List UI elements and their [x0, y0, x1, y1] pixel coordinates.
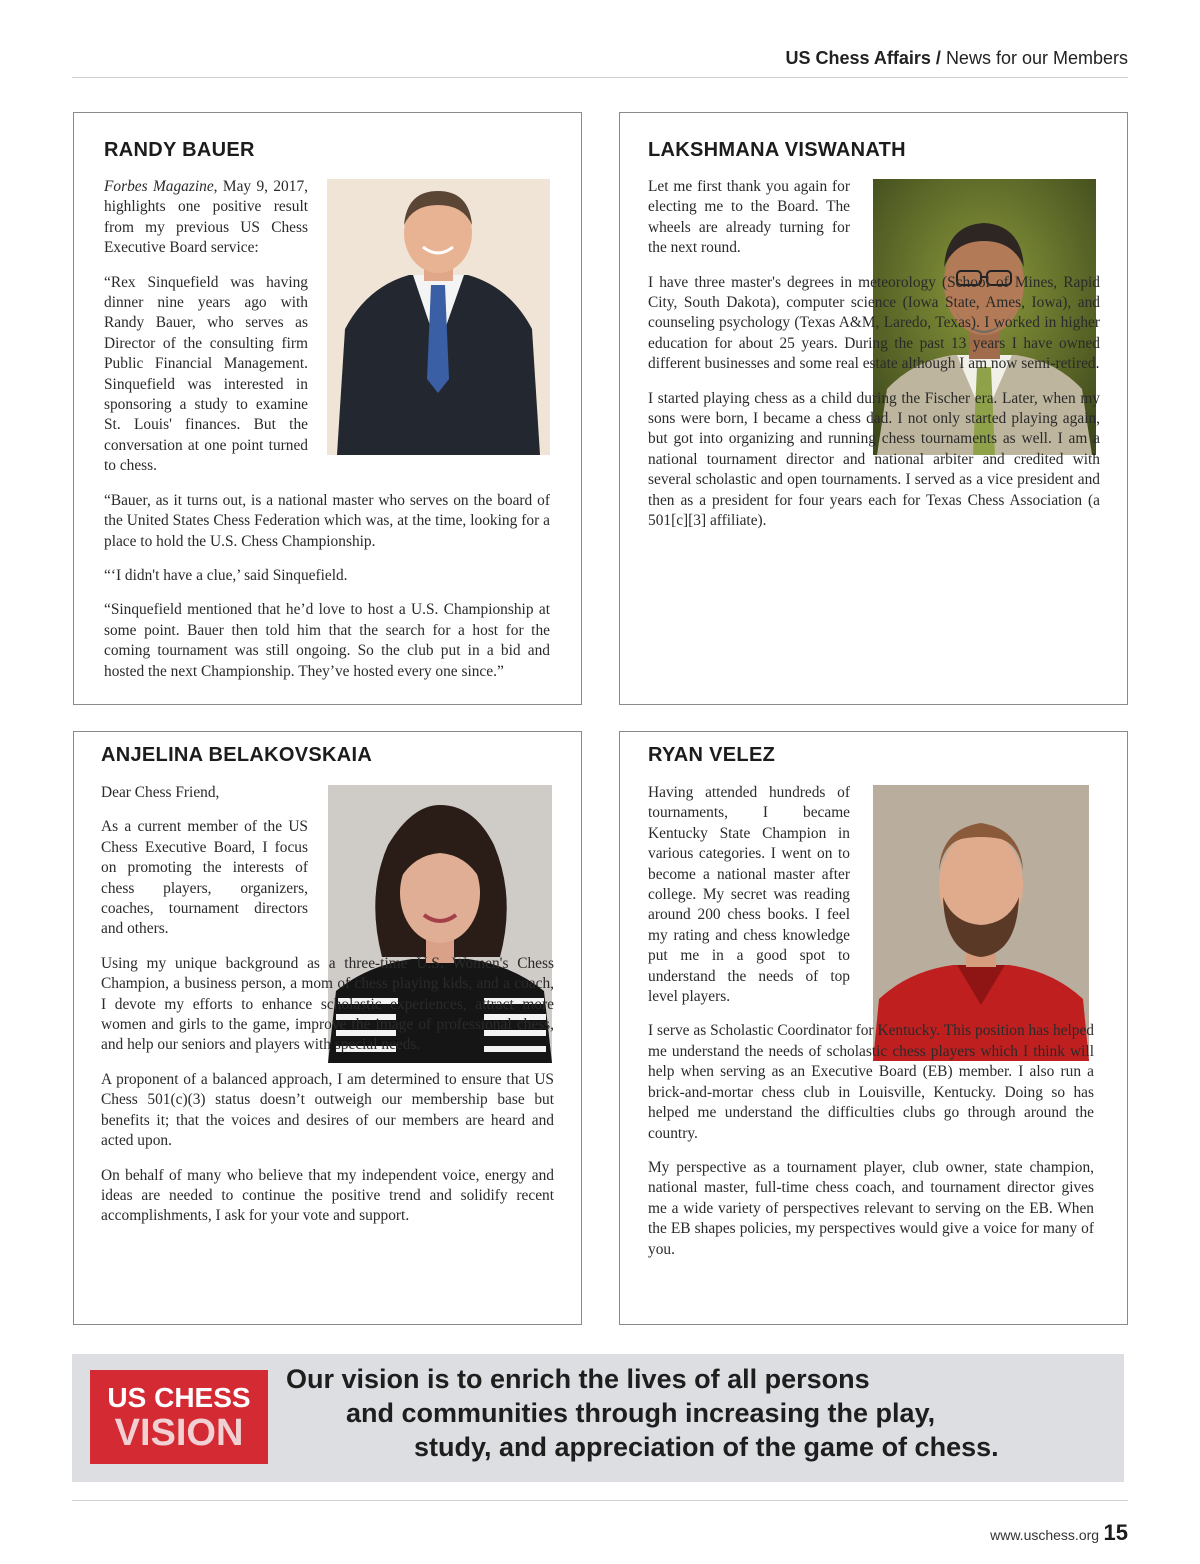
candidate-statement — [648, 177, 1100, 546]
statement-paragraph: I started playing chess as a child during the Fischer era. Later, when my sons were born, I became a chess dad. I not only started playing again, but got into organizing and running chess tournaments as well. I am a national tournament director and national arbiter and credited with several scholastic and open tournaments. I served as a vice president and then as a president for four years each for Texas Chess Association (a 501[c][3] affiliate). — [648, 389, 1100, 530]
statement-paragraph: As a current member of the US Chess Executive Board, I focus on promoting the interests of chess players, organizers, coaches, tournament directors and others. — [101, 818, 308, 938]
candidate-statement — [101, 783, 554, 1241]
statement-paragraph: “Sinquefield mentioned that he’d love to host a U.S. Championship at some point. Bauer then told him that the search for a host for the coming tournament was still ongoing. So the club put in a bid and hosted the next Championship. They’ve hosted every one since.” — [104, 601, 550, 680]
section-subtitle: News for our Members — [945, 48, 1128, 68]
page-footer — [990, 1520, 1128, 1546]
candidate-name: RYAN VELEZ — [648, 744, 776, 766]
statement-paragraph: “Rex Sinquefield was having dinner nine years ago with Randy Bauer, who serves as Director of the consulting firm Public Financial Management. Sinquefield was interested in sponsoring a study to examine St. Louis' finances. But the conversation at one point turned to chess. — [104, 273, 308, 475]
candidate-card-velez — [619, 731, 1128, 1325]
statement-paragraph: Using my unique background as a three-time U.S. Women's Chess Champion, a business person, a mom of chess playing kids, and a coach, I devote my efforts to enhance scholastic experiences, attract more women and girls to the game, improve the image of professional chess, and help our seniors and players with special needs. — [101, 954, 554, 1054]
candidate-statement — [104, 177, 550, 696]
candidate-card-viswanath — [619, 112, 1128, 705]
candidate-card-bauer — [73, 112, 582, 705]
statement-paragraph: I have three master's degrees in meteorology (School of Mines, Rapid City, South Dakota), computer science (Iowa State, Ames, Iowa), and counseling psychology (Texas A&M, Laredo, Texas). I worked in higher education for about 25 years. During the past 13 years I have owned different businesses and some real estate although I am now semi-retired. — [648, 273, 1100, 373]
logo-line-1: US CHESS — [107, 1382, 251, 1413]
candidate-name: RANDY BAUER — [104, 139, 255, 161]
statement-paragraph: “‘I didn't have a clue,’ said Sinquefield. — [104, 566, 348, 584]
statement-paragraph: Having attended hundreds of tournaments, I became Kentucky State Champion in various categories. I went on to become a national master after college. My secret was reading around 200 chess books. I feel my rating and chess knowledge put me in a good spot to understand the needs of top level players. — [648, 784, 850, 1006]
footer-divider — [72, 1500, 1128, 1501]
statement-paragraph: A proponent of a balanced approach, I am determined to ensure that US Chess 501(c)(3) status doesn’t outweigh our membership base but benefits it; that the voices and desires of our members are heard and acted upon. — [101, 1070, 554, 1150]
statement-paragraph: I serve as Scholastic Coordinator for Kentucky. This position has helped me understand the needs of scholastic chess players which I think will help when serving as an Executive Board (EB) member. I also run a brick-and-mortar chess club in Louisville, Kentucky. Doing so has helped me understand the difficulties clubs go through around the country. — [648, 1022, 1094, 1142]
vision-line: study, and appreciation of the game of chess. — [414, 1432, 999, 1462]
website-url: www.uschess.org — [990, 1527, 1100, 1543]
vision-line: and communities through increasing the play, — [346, 1398, 936, 1428]
statement-paragraph: Dear Chess Friend, — [101, 784, 220, 801]
candidate-name: ANJELINA BELAKOVSKAIA — [101, 744, 373, 766]
statement-intro: Forbes Magazine, May 9, 2017, highlights one positive result from my previous US Chess Executive Board service: — [104, 178, 308, 257]
source-publication: Forbes Magazine — [104, 178, 214, 195]
candidate-card-belakovskaia — [73, 731, 582, 1325]
candidate-statement — [648, 783, 1094, 1274]
section-title: US Chess Affairs / — [785, 48, 941, 68]
statement-paragraph: On behalf of many who believe that my independent voice, energy and ideas are needed to continue the positive trend and solidify recent accomplishments, I ask for your vote and support. — [101, 1166, 554, 1225]
vision-line: Our vision is to enrich the lives of all persons — [286, 1364, 870, 1394]
page-number: 15 — [1103, 1520, 1128, 1545]
us-chess-vision-logo — [90, 1370, 268, 1464]
statement-paragraph: My perspective as a tournament player, club owner, state champion, national master, full-time chess coach, and tournament director gives me a wide variety of perspectives relevant to serving on the EB. When the EB shapes policies, my perspectives would give a voice for many of you. — [648, 1158, 1094, 1258]
statement-paragraph: Let me first thank you again for electing me to the Board. The wheels are already turning for the next round. — [648, 178, 850, 257]
logo-line-2: VISION — [114, 1412, 244, 1454]
candidate-name: LAKSHMANA VISWANATH — [648, 139, 906, 161]
vision-statement — [286, 1362, 1106, 1464]
statement-paragraph: “Bauer, as it turns out, is a national master who serves on the board of the United States Chess Federation which was, at the time, looking for a place to hold the U.S. Chess Championship. — [104, 491, 550, 550]
page-header — [72, 48, 1128, 78]
vision-banner — [72, 1354, 1124, 1482]
